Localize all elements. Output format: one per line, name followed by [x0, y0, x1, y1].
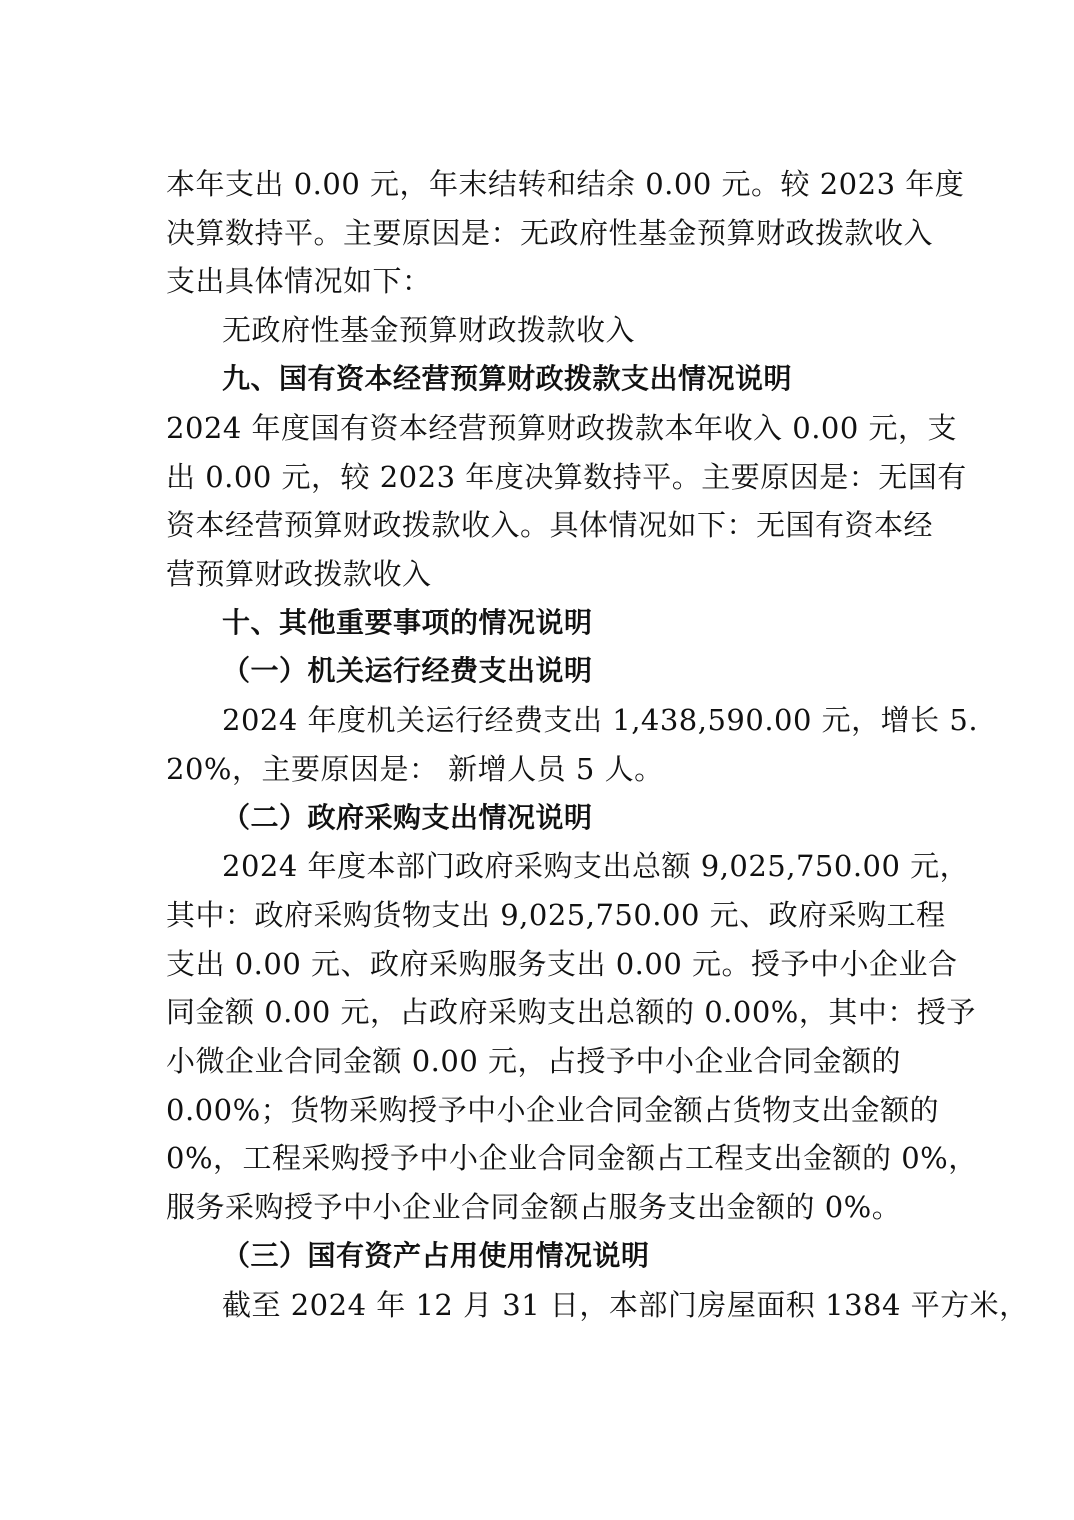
text-line: 出 0.00 元，较 2023 年度决算数持平。主要原因是：无国有: [166, 460, 967, 494]
text-line: 本年支出 0.00 元，年末结转和结余 0.00 元。较 2023 年度: [166, 167, 965, 201]
text-line: 营预算财政拨款收入: [166, 557, 432, 591]
text-line: 小微企业合同金额 0.00 元，占授予中小企业合同金额的: [166, 1044, 902, 1078]
text-line: 0.00%；货物采购授予中小企业合同金额占货物支出金额的: [166, 1093, 940, 1127]
text-line: 截至 2024 年 12 月 31 日，本部门房屋面积 1384 平方米，: [222, 1288, 1029, 1322]
subsection-heading-2: （二）政府采购支出情况说明: [222, 801, 593, 834]
text-line: 2024 年度国有资本经营预算财政拨款本年收入 0.00 元，支: [166, 411, 958, 445]
text-line: 20%，主要原因是： 新增人员 5 人。: [166, 752, 664, 786]
text-line: 0%，工程采购授予中小企业合同金额占工程支出金额的 0%，: [166, 1141, 978, 1175]
text-line: 服务采购授予中小企业合同金额占服务支出金额的 0%。: [166, 1190, 902, 1224]
subsection-heading-1: （一）机关运行经费支出说明: [222, 654, 593, 687]
text-line: 其中：政府采购货物支出 9,025,750.00 元、政府采购工程: [166, 898, 946, 932]
text-line: 无政府性基金预算财政拨款收入: [222, 313, 636, 347]
section-heading-9: 九、国有资本经营预算财政拨款支出情况说明: [222, 362, 793, 395]
text-line: 支出具体情况如下：: [166, 264, 432, 298]
text-line: 决算数持平。主要原因是：无政府性基金预算财政拨款收入: [166, 216, 934, 250]
text-line: 2024 年度机关运行经费支出 1,438,590.00 元，增长 5.: [222, 703, 979, 737]
text-line: 同金额 0.00 元，占政府采购支出总额的 0.00%，其中：授予: [166, 995, 976, 1029]
text-line: 支出 0.00 元、政府采购服务支出 0.00 元。授予中小企业合: [166, 947, 958, 981]
text-line: 资本经营预算财政拨款收入。具体情况如下：无国有资本经: [166, 508, 934, 542]
section-heading-10: 十、其他重要事项的情况说明: [222, 606, 593, 639]
text-line: 2024 年度本部门政府采购支出总额 9,025,750.00 元，: [222, 849, 970, 883]
subsection-heading-3: （三）国有资产占用使用情况说明: [222, 1239, 650, 1272]
